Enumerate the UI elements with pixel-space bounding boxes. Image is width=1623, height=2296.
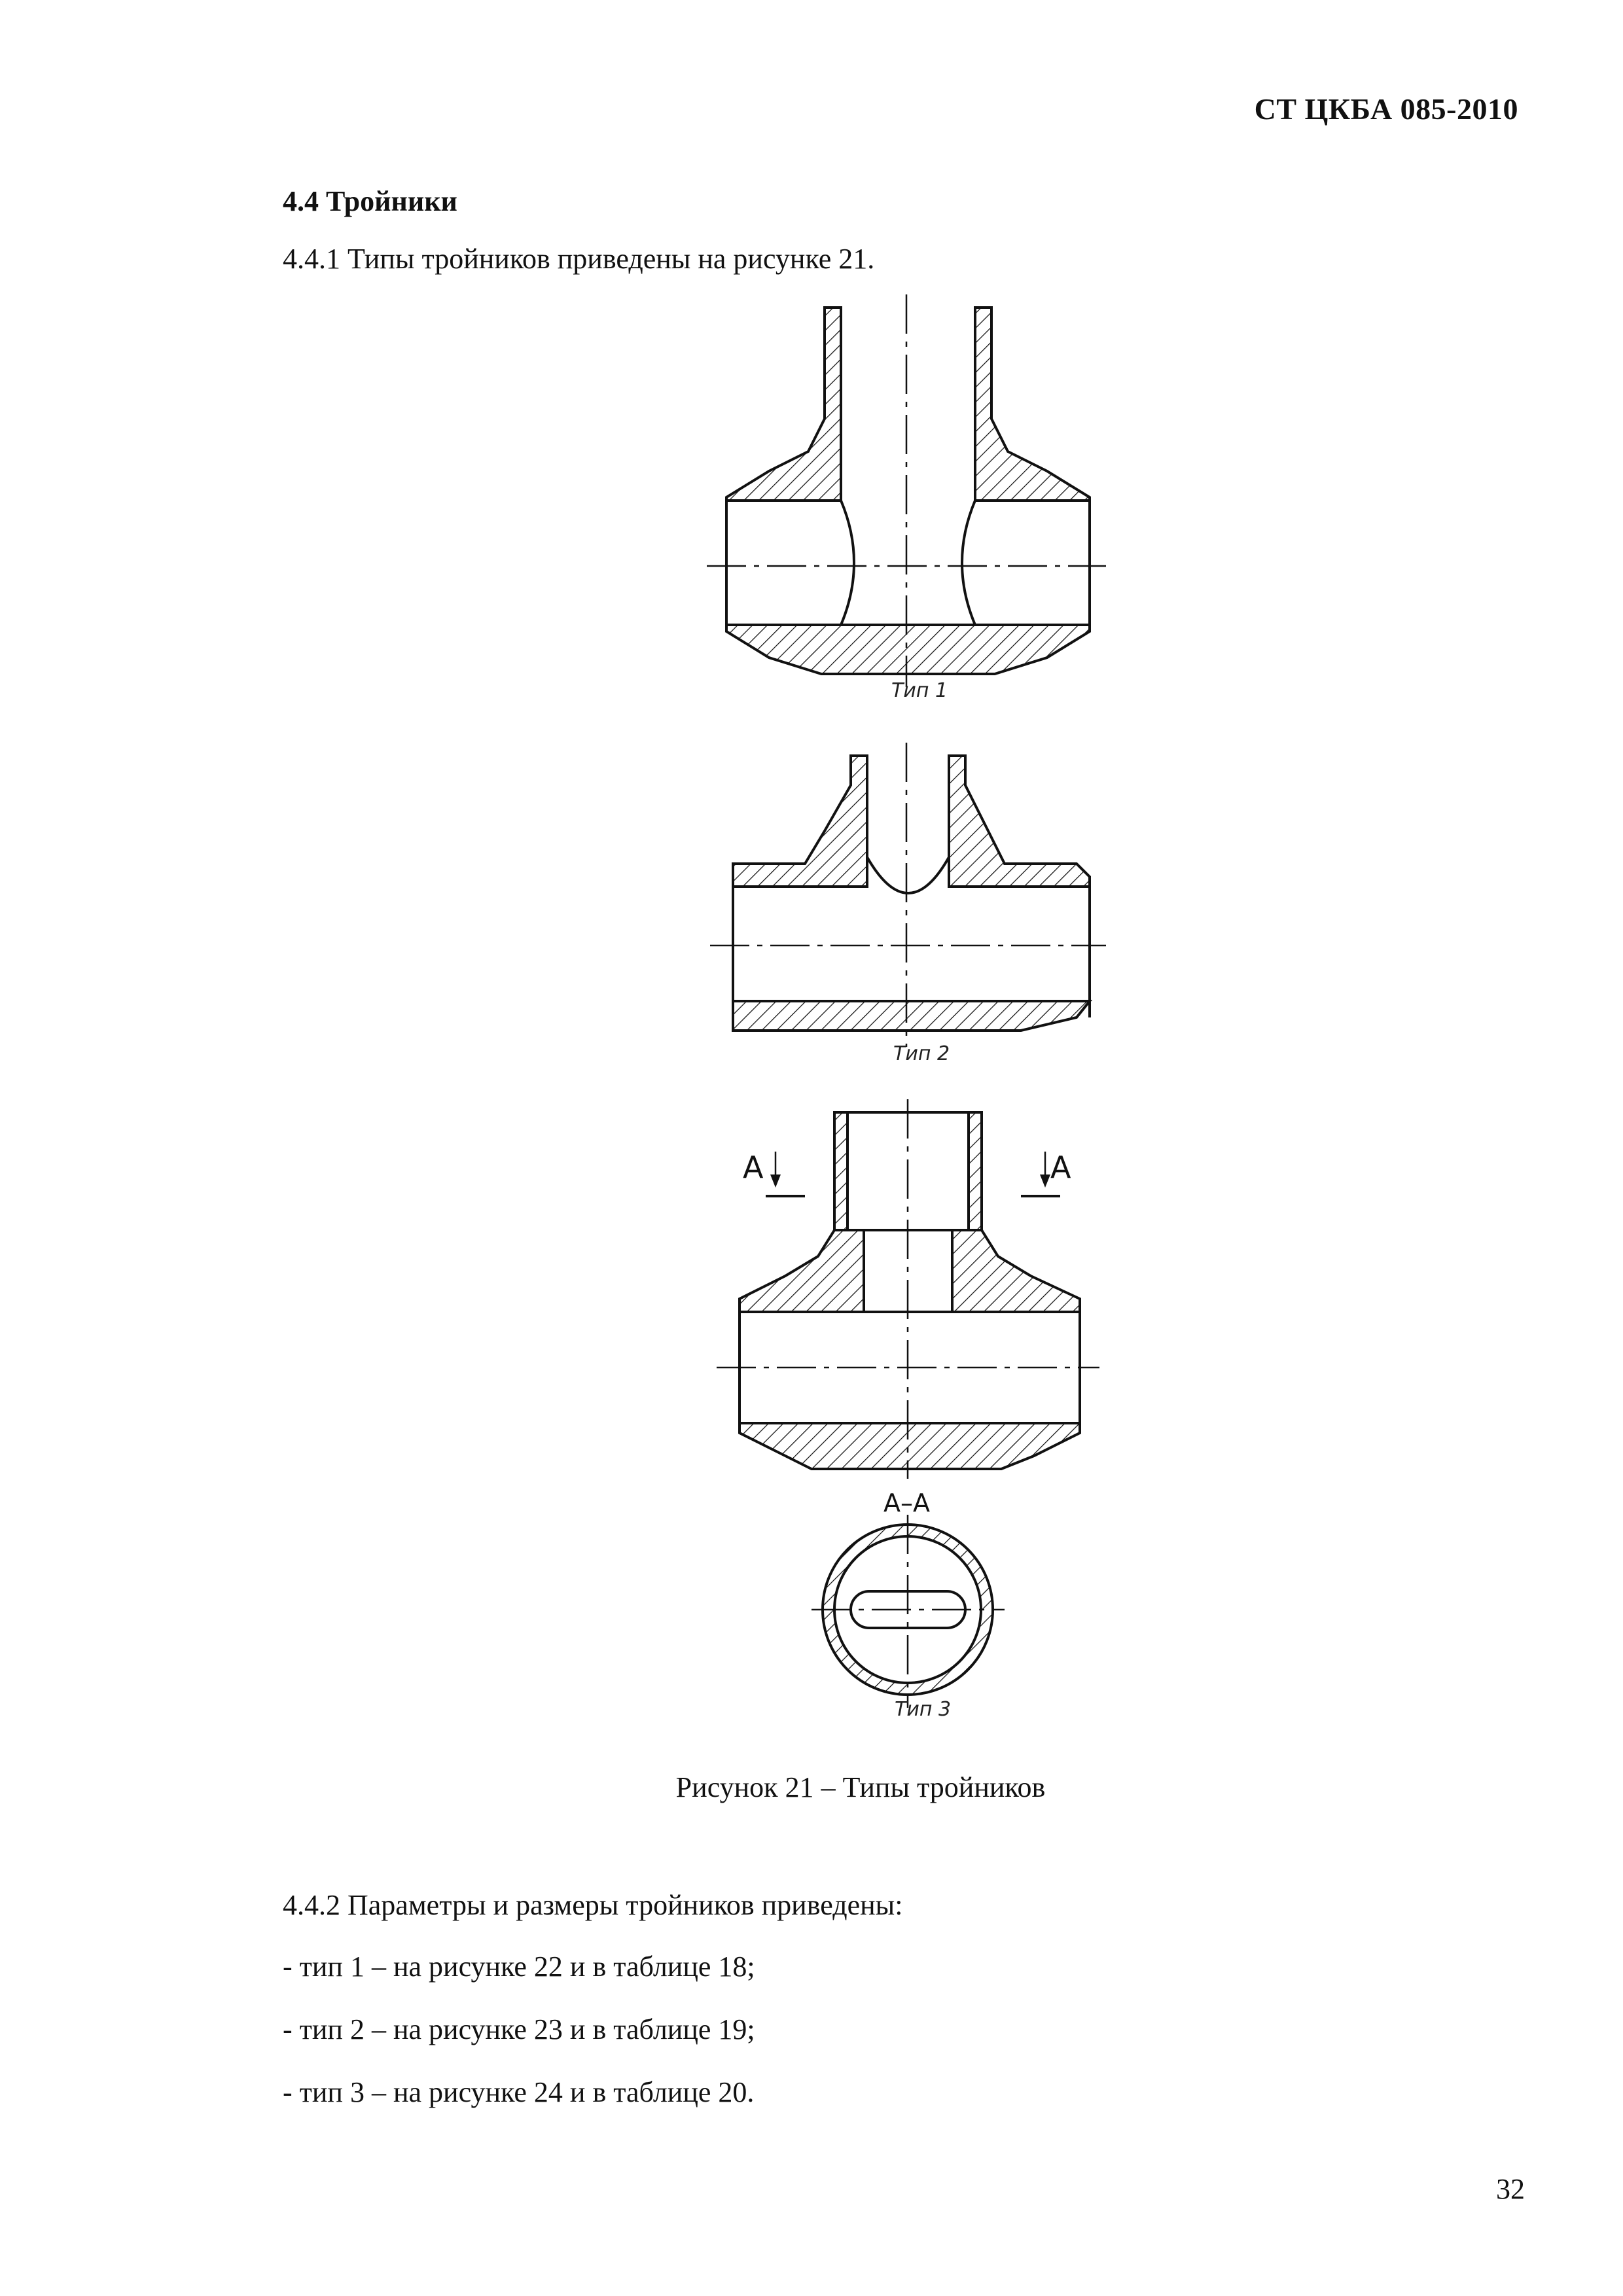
section-mark-left: А [743, 1150, 764, 1185]
type-1-label: Тип 1 [891, 679, 948, 702]
list-item: - тип 1 – на рисунке 22 и в таблице 18; [283, 1951, 755, 1983]
list-item: - тип 2 – на рисунке 23 и в таблице 19; [283, 2013, 755, 2045]
document-code: СТ ЦКБА 085-2010 [1254, 92, 1518, 126]
list-item: - тип 3 – на рисунке 24 и в таблице 20. [283, 2076, 755, 2108]
section-mark-right: А [1050, 1150, 1071, 1185]
paragraph-4-4-2: 4.4.2 Параметры и размеры тройников приведены: [283, 1889, 903, 1921]
figure-caption-text: Рисунок 21 – Типы тройников [675, 1771, 1046, 1803]
type-2-label: Тип 2 [893, 1042, 950, 1065]
tee-type-1-drawing [707, 294, 1106, 702]
section-heading: 4.4 Тройники [283, 185, 457, 217]
page-number: 32 [1496, 2173, 1525, 2205]
tee-type-2-drawing [710, 743, 1106, 1065]
section-view-label: А–А [883, 1489, 930, 1517]
paragraph-4-4-1: 4.4.1 Типы тройников приведены на рисунке 21. [283, 243, 875, 275]
tee-type-3-drawing [717, 1099, 1099, 1721]
type-3-label: Тип 3 [895, 1698, 952, 1721]
figure-caption [0, 1771, 1623, 1804]
